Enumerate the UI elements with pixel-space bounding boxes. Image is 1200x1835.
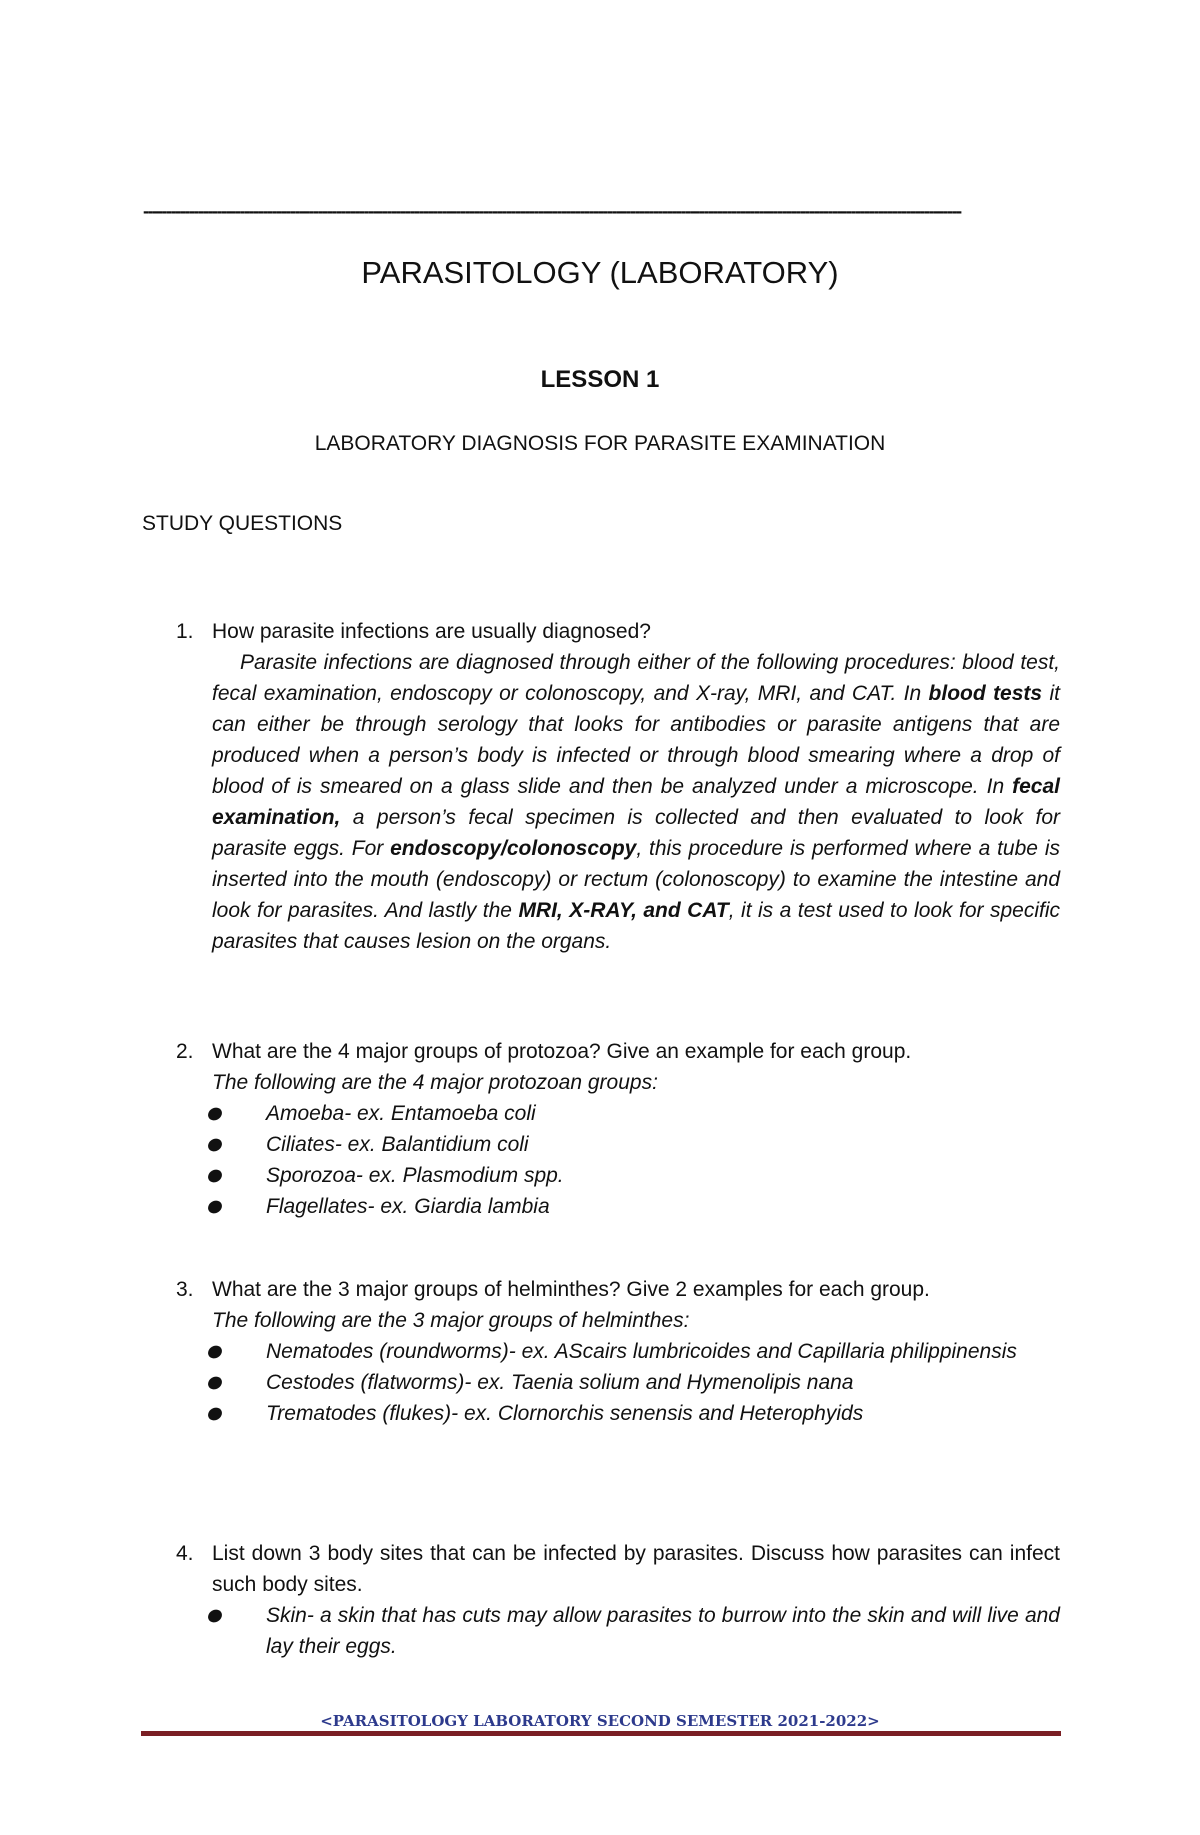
answer-bold-term: endoscopy/colonoscopy	[390, 837, 637, 860]
bullet-icon	[206, 1405, 224, 1423]
bullet-icon	[206, 1167, 224, 1185]
study-questions-heading: STUDY QUESTIONS	[142, 512, 343, 535]
question-number: 4.	[176, 1542, 194, 1565]
bullet-icon	[206, 1136, 224, 1154]
lesson-subtitle: LABORATORY DIAGNOSIS FOR PARASITE EXAMINATION	[314, 432, 886, 455]
question-text: List down 3 body sites that can be infected by parasites. Discuss how parasites can infect such body sites.	[212, 1542, 1060, 1596]
question-text: How parasite infections are usually diagnosed?	[212, 620, 651, 643]
footer-rule	[141, 1731, 1061, 1736]
list-item	[266, 1191, 1060, 1222]
question-3	[176, 1274, 1060, 1429]
list-item	[266, 1098, 1060, 1129]
list-item	[266, 1367, 1060, 1398]
question-1	[176, 616, 1060, 957]
answer-bold-term: MRI, X-RAY, and CAT	[518, 899, 729, 922]
lesson-heading: LESSON 1	[540, 366, 660, 393]
bullet-icon	[206, 1374, 224, 1392]
bullet-list	[176, 1600, 1060, 1662]
list-item	[266, 1398, 1060, 1429]
footer-text: <PARASITOLOGY LABORATORY SECOND SEMESTER 2021-2022>	[320, 1712, 880, 1730]
list-item-text: Nematodes (roundworms)- ex. AScairs lumbricoides and Capillaria philippinensis	[266, 1340, 1017, 1363]
bullet-list	[176, 1336, 1060, 1429]
list-item-text: Skin- a skin that has cuts may allow parasites to burrow into the skin and will live and lay their eggs.	[266, 1604, 1060, 1658]
bullet-icon	[206, 1198, 224, 1216]
answer-text: it can either be through serology that looks for antibodies or parasite antigens that are produced when a person’s body is infected or through blood smearing where a drop of blood of is smeared on a glass slide and then be analyzed under a microscope. In	[212, 682, 1060, 798]
question-text: What are the 4 major groups of protozoa? Give an example for each group.	[212, 1040, 912, 1063]
list-item-text: Cestodes (flatworms)- ex. Taenia solium and Hymenolipis nana	[266, 1371, 854, 1394]
answer-bold-term: fecal examination,	[212, 775, 1060, 829]
list-item-text: Flagellates- ex. Giardia lambia	[266, 1195, 550, 1218]
list-item-text: Amoeba- ex. Entamoeba coli	[266, 1102, 536, 1125]
question-2	[176, 1036, 1060, 1222]
answer-intro: The following are the 4 major protozoan groups:	[212, 1071, 658, 1094]
question-4	[176, 1538, 1060, 1662]
answer-intro: The following are the 3 major groups of helminthes:	[212, 1309, 690, 1332]
answer-paragraph	[212, 647, 1060, 957]
bullet-icon	[206, 1105, 224, 1123]
answer-text: , this procedure is performed where a tube is inserted into the mouth (endoscopy) or rectum (colonoscopy) to examine the intestine and look for parasites. And lastly the	[212, 837, 1060, 922]
list-item-text: Sporozoa- ex. Plasmodium spp.	[266, 1164, 564, 1187]
question-number: 2.	[176, 1040, 194, 1063]
question-number: 1.	[176, 620, 194, 643]
answer-text: , it is a test used to look for specific parasites that causes lesion on the organs.	[212, 899, 1060, 953]
list-item	[266, 1160, 1060, 1191]
bullet-icon	[206, 1607, 224, 1625]
bullet-list	[176, 1098, 1060, 1222]
page-title: PARASITOLOGY (LABORATORY)	[361, 255, 839, 290]
list-item	[266, 1336, 1060, 1367]
list-item-text: Ciliates- ex. Balantidium coli	[266, 1133, 529, 1156]
answer-bold-term: blood tests	[928, 682, 1043, 705]
question-number: 3.	[176, 1278, 194, 1301]
list-item	[266, 1129, 1060, 1160]
answer-text: a person’s fecal specimen is collected and then evaluated to look for parasite eggs. For	[212, 806, 1060, 860]
answer-text: Parasite infections are diagnosed through either of the following procedures: blood test, fecal examination, endoscopy or colonoscopy, and X-ray, MRI, and CAT. In	[212, 651, 1060, 705]
list-item-text: Trematodes (flukes)- ex. Clornorchis senensis and Heterophyids	[266, 1402, 864, 1425]
question-text: What are the 3 major groups of helminthes? Give 2 examples for each group.	[212, 1278, 930, 1301]
list-item	[266, 1600, 1060, 1662]
separator-dashes: ----------------------------------------------------------------------------------------------------------------------------------------------------------------------------------	[143, 203, 961, 219]
bullet-icon	[206, 1343, 224, 1361]
